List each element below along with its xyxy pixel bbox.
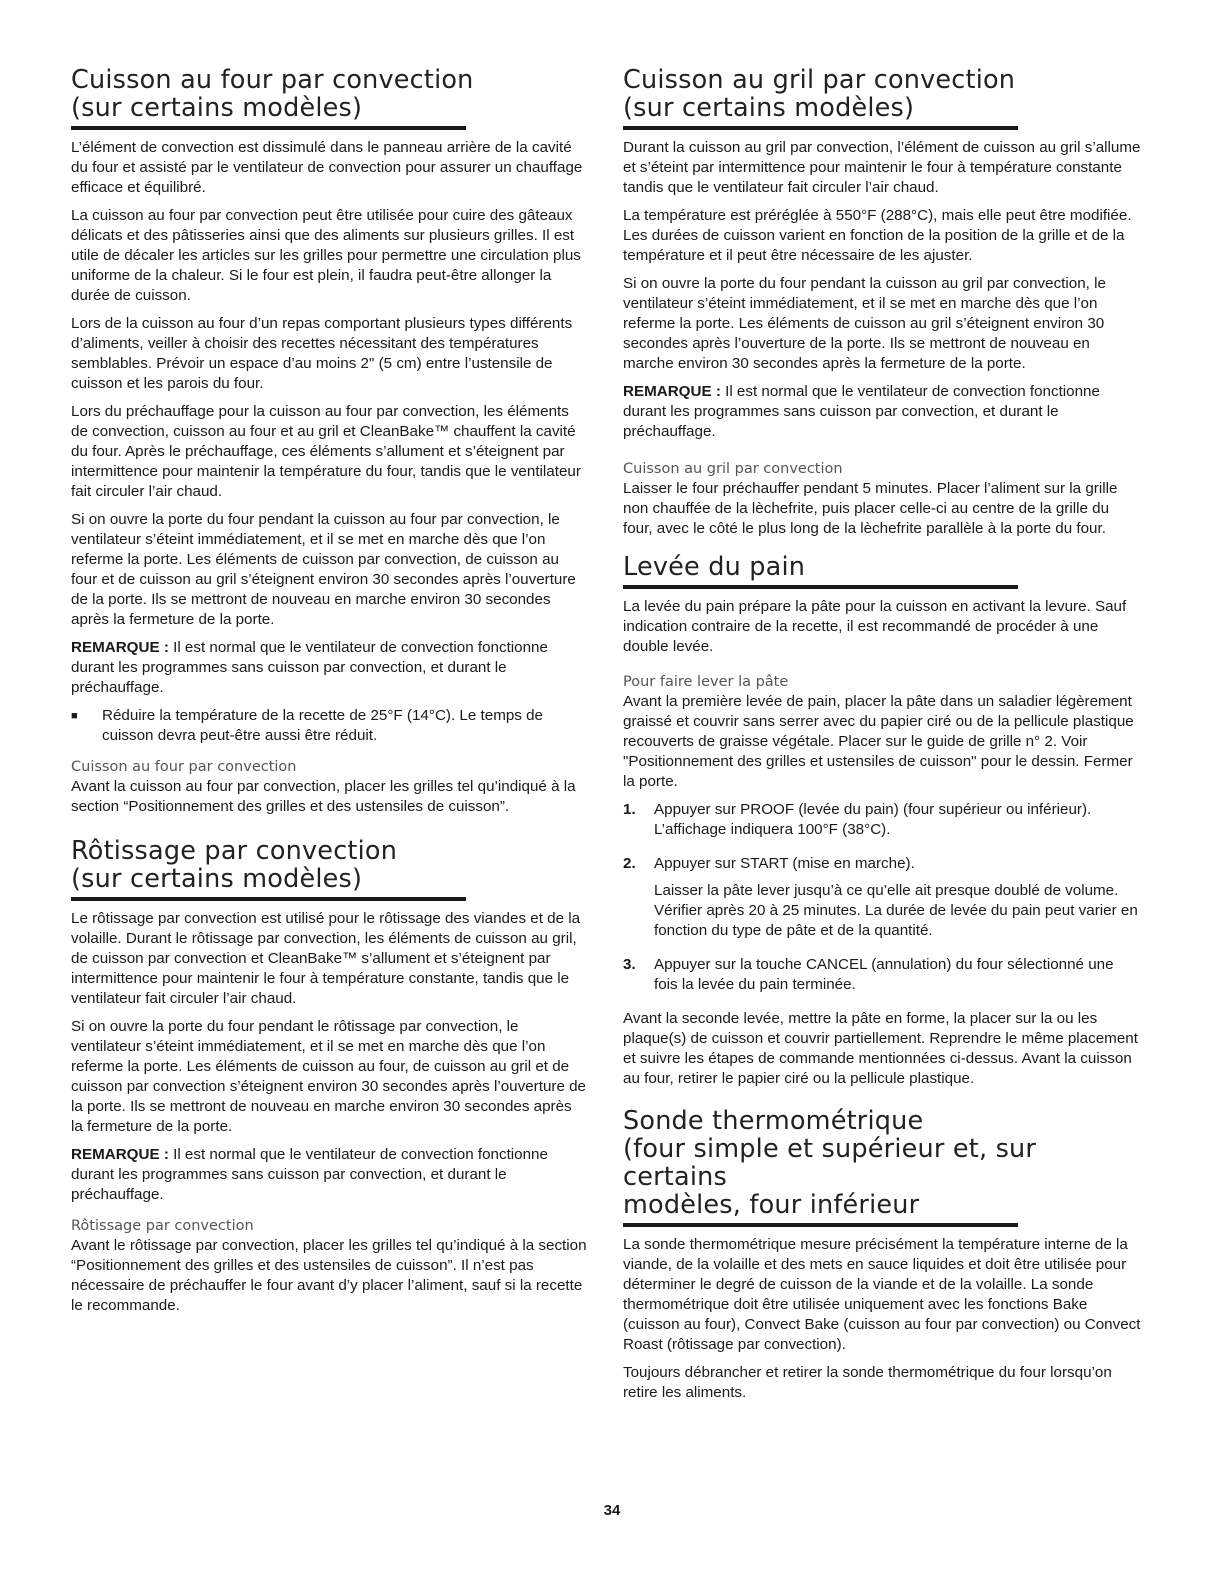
- section-convection-broil: [623, 66, 1141, 539]
- paragraph: L’élément de convection est dissimulé dans le panneau arrière de la cavité du four et assisté par le ventilateur de convection pour assurer un chauffage efficace et équilibré.: [71, 139, 583, 196]
- paragraph: Avant la cuisson au four par convection, placer les grilles tel qu’indiqué à la section “Positionnement des grilles et des ustensiles de cuisson”.: [71, 778, 576, 815]
- list-item: [623, 955, 1141, 1002]
- title-line-2: (sur certains modèles): [623, 93, 915, 123]
- section-title: [71, 66, 587, 122]
- step-number: 3.: [623, 956, 636, 973]
- section-title: [623, 1107, 1141, 1219]
- bullet-square-icon: ■: [71, 710, 78, 722]
- bullet-item: [71, 706, 587, 746]
- title-line-1: Sonde thermométrique: [623, 1106, 924, 1136]
- list-item: [623, 854, 1141, 948]
- note-label: REMARQUE :: [623, 383, 721, 400]
- paragraph: Avant le rôtissage par convection, placer les grilles tel qu’indiqué à la section “Positionnement des grilles et des ustensiles de cuisson”. Il n’est pas nécessaire de préchauffer le four avant d’y placer l’aliment, sauf si la recette le recommande.: [71, 1237, 587, 1314]
- note-text: Il est normal que le ventilateur de convection fonctionne durant les programmes sans cuisson par convection, et durant le préchauffage.: [623, 383, 1100, 440]
- page-number: 34: [603, 1502, 621, 1519]
- step-body: [654, 955, 1141, 1002]
- paragraph: Lors du préchauffage pour la cuisson au four par convection, les éléments de convection, cuisson au four et au gril et CleanBake™ chauffent la cavité du four. Après le préchauffage, ces éléments s’allument et s’éteignent par intermittence pour maintenir la température du four, tandis que le ventilateur fait circuler l’air chaud.: [71, 403, 581, 500]
- note: [623, 382, 1141, 442]
- paragraph: La sonde thermométrique mesure précisément la température interne de la viande, de la volaille et des mets en sauce liquides et doit être utilisée pour déterminer le degré de cuisson de la viande et de la volaille. La sonde thermométrique doit être utilisée uniquement avec les fonctions Bake (cuisson au four), Convect Bake (cuisson au four par convection) ou Convect Roast (rôtissage par convection).: [623, 1236, 1141, 1353]
- paragraph: Le rôtissage par convection est utilisé pour le rôtissage des viandes et de la volaille. Durant le rôtissage par convection, les éléments de cuisson au gril, de cuisson par convection et CleanBake™ s’allument et s’éteignent par intermittence pour maintenir le four à température constante, tandis que le ventilateur fait circuler l’air chaud.: [71, 910, 581, 1007]
- subsection-title: Cuisson au gril par convection: [623, 461, 843, 477]
- paragraph: Lors de la cuisson au four d’un repas comportant plusieurs types différents d’aliments, veiller à choisir des recettes nécessitant des températures semblables. Prévoir un espace d’au moins 2" (5 cm) entre l’ustensile de cuisson et les parois du four.: [71, 315, 573, 392]
- section-convection-roast: [71, 837, 587, 1316]
- paragraph: Laisser le four préchauffer pendant 5 minutes. Placer l’aliment sur la grille non chauffée de la lèchefrite, puis placer celle-ci au centre de la grille du four, avec le côté le plus long de la lèchefrite parallèle à la porte du four.: [623, 480, 1118, 537]
- step-number: 2.: [623, 855, 636, 872]
- title-line-1: Cuisson au gril par convection: [623, 65, 1016, 95]
- section-divider: [71, 897, 466, 901]
- subsection-title: Pour faire lever la pâte: [623, 674, 789, 690]
- section-probe: [623, 1107, 1141, 1403]
- paragraph: Avant la première levée de pain, placer la pâte dans un saladier légèrement graissé et couvrir sans serrer avec du papier ciré ou de la pellicule plastique recouverts de graisse végétale. Placer sur le guide de grille n° 2. Voir "Positionnement des grilles et ustensiles de cuisson" pour le dessin. Fermer la porte.: [623, 693, 1134, 790]
- section-title: [623, 66, 1141, 122]
- paragraph: Avant la seconde levée, mettre la pâte en forme, la placer sur la ou les plaque(s) de cuisson et couvrir partiellement. Reprendre le même placement et suivre les étapes de commande mentionnées ci-dessus. Avant la cuisson au four, retirer le papier ciré ou la pellicule plastique.: [623, 1010, 1138, 1087]
- step-text: Appuyer sur START (mise en marche).: [654, 855, 915, 872]
- note-label: REMARQUE :: [71, 1146, 169, 1163]
- subsection-title: Cuisson au four par convection: [71, 759, 297, 775]
- title-line-3: modèles, four inférieur: [623, 1190, 920, 1220]
- list-item: [623, 800, 1141, 847]
- title-line-1: Cuisson au four par convection: [71, 65, 474, 95]
- step-number: 1.: [623, 801, 636, 818]
- paragraph: Si on ouvre la porte du four pendant la cuisson au four par convection, le ventilateur s’éteint immédiatement, et il se met en marche dès que l’on referme la porte. Les éléments de cuisson par convection, de cuisson au four et de cuisson au gril s’éteignent environ 30 secondes après l’ouverture de la porte. Ils se mettront de nouveau en marche environ 30 secondes après la fermeture de la porte.: [71, 511, 576, 628]
- paragraph: Toujours débrancher et retirer la sonde thermométrique du four lorsqu’on retire les aliments.: [623, 1364, 1112, 1401]
- step-text: Appuyer sur la touche CANCEL (annulation) du four sélectionné une fois la levée du pain terminée.: [654, 956, 1114, 993]
- section-convection-bake: [71, 66, 587, 817]
- paragraph: Si on ouvre la porte du four pendant la cuisson au gril par convection, le ventilateur s’éteint immédiatement, et il se met en marche dès que l’on referme la porte. Les éléments de cuisson au gril s’éteignent environ 30 secondes après l’ouverture de la porte. Ils se mettront de nouveau en marche environ 30 secondes après la fermeture de la porte.: [623, 275, 1106, 372]
- step-text: Appuyer sur PROOF (levée du pain) (four supérieur ou inférieur). L’affichage indiquera 100°F (38°C).: [654, 801, 1092, 838]
- section-title: [623, 553, 1141, 581]
- step-extra-text: Laisser la pâte lever jusqu’à ce qu’elle ait presque doublé de volume. Vérifier après 20 à 25 minutes. La durée de levée du pain peut varier en fonction du type de pâte et de la quantité.: [654, 882, 1138, 939]
- step-body: [654, 800, 1141, 847]
- section-proof: [623, 553, 1141, 1089]
- subsection-title: Rôtissage par convection: [71, 1218, 254, 1234]
- note: [71, 1145, 587, 1205]
- bullet-text: Réduire la température de la recette de 25°F (14°C). Le temps de cuisson devra peut-être aussi être réduit.: [102, 707, 544, 744]
- title-line-1: Levée du pain: [623, 552, 806, 582]
- note-text: Il est normal que le ventilateur de convection fonctionne durant les programmes sans cuisson par convection, et durant le préchauffage.: [71, 639, 548, 696]
- steps-list: [623, 800, 1141, 1002]
- section-divider: [71, 126, 466, 130]
- title-line-2: (sur certains modèles): [71, 864, 363, 894]
- section-divider: [623, 1223, 1018, 1227]
- paragraph: La cuisson au four par convection peut être utilisée pour cuire des gâteaux délicats et des pâtisseries ainsi que des aliments sur plusieurs grilles. Il est utile de décaler les articles sur les grilles pour permettre une circulation plus uniforme de la chaleur. Si le four est plein, il faudra peut-être allonger la durée de cuisson.: [71, 207, 581, 304]
- step-body: [654, 854, 1141, 948]
- right-column: [623, 66, 1141, 1413]
- section-title: [71, 837, 587, 893]
- paragraph: La levée du pain prépare la pâte pour la cuisson en activant la levure. Sauf indication contraire de la recette, il est recommandé de procéder à une double levée.: [623, 598, 1127, 655]
- title-line-2: (four simple et supérieur et, sur certains: [623, 1134, 1037, 1192]
- title-line-1: Rôtissage par convection: [71, 836, 398, 866]
- note-text: Il est normal que le ventilateur de convection fonctionne durant les programmes sans cuisson par convection, et durant le préchauffage.: [71, 1146, 548, 1203]
- paragraph: La température est préréglée à 550°F (288°C), mais elle peut être modifiée. Les durées de cuisson varient en fonction de la position de la grille et de la température et il peut être nécessaire de les ajuster.: [623, 207, 1132, 264]
- paragraph: Si on ouvre la porte du four pendant le rôtissage par convection, le ventilateur s’éteint immédiatement, et il se met en marche dès que l’on referme la porte. Les éléments de cuisson au four, de cuisson au gril et de cuisson par convection s’éteignent environ 30 secondes après l’ouverture de la porte. Ils se mettront de nouveau en marche environ 30 secondes après la fermeture de la porte.: [71, 1018, 587, 1135]
- title-line-2: (sur certains modèles): [71, 93, 363, 123]
- paragraph: Durant la cuisson au gril par convection, l’élément de cuisson au gril s’allume et s’éteint par intermittence pour maintenir le four à température constante tandis que le ventilateur fait circuler l’air chaud.: [623, 139, 1141, 196]
- note-label: REMARQUE :: [71, 639, 169, 656]
- section-divider: [623, 585, 1018, 589]
- left-column: [71, 66, 587, 1326]
- section-divider: [623, 126, 1018, 130]
- note: [71, 638, 587, 698]
